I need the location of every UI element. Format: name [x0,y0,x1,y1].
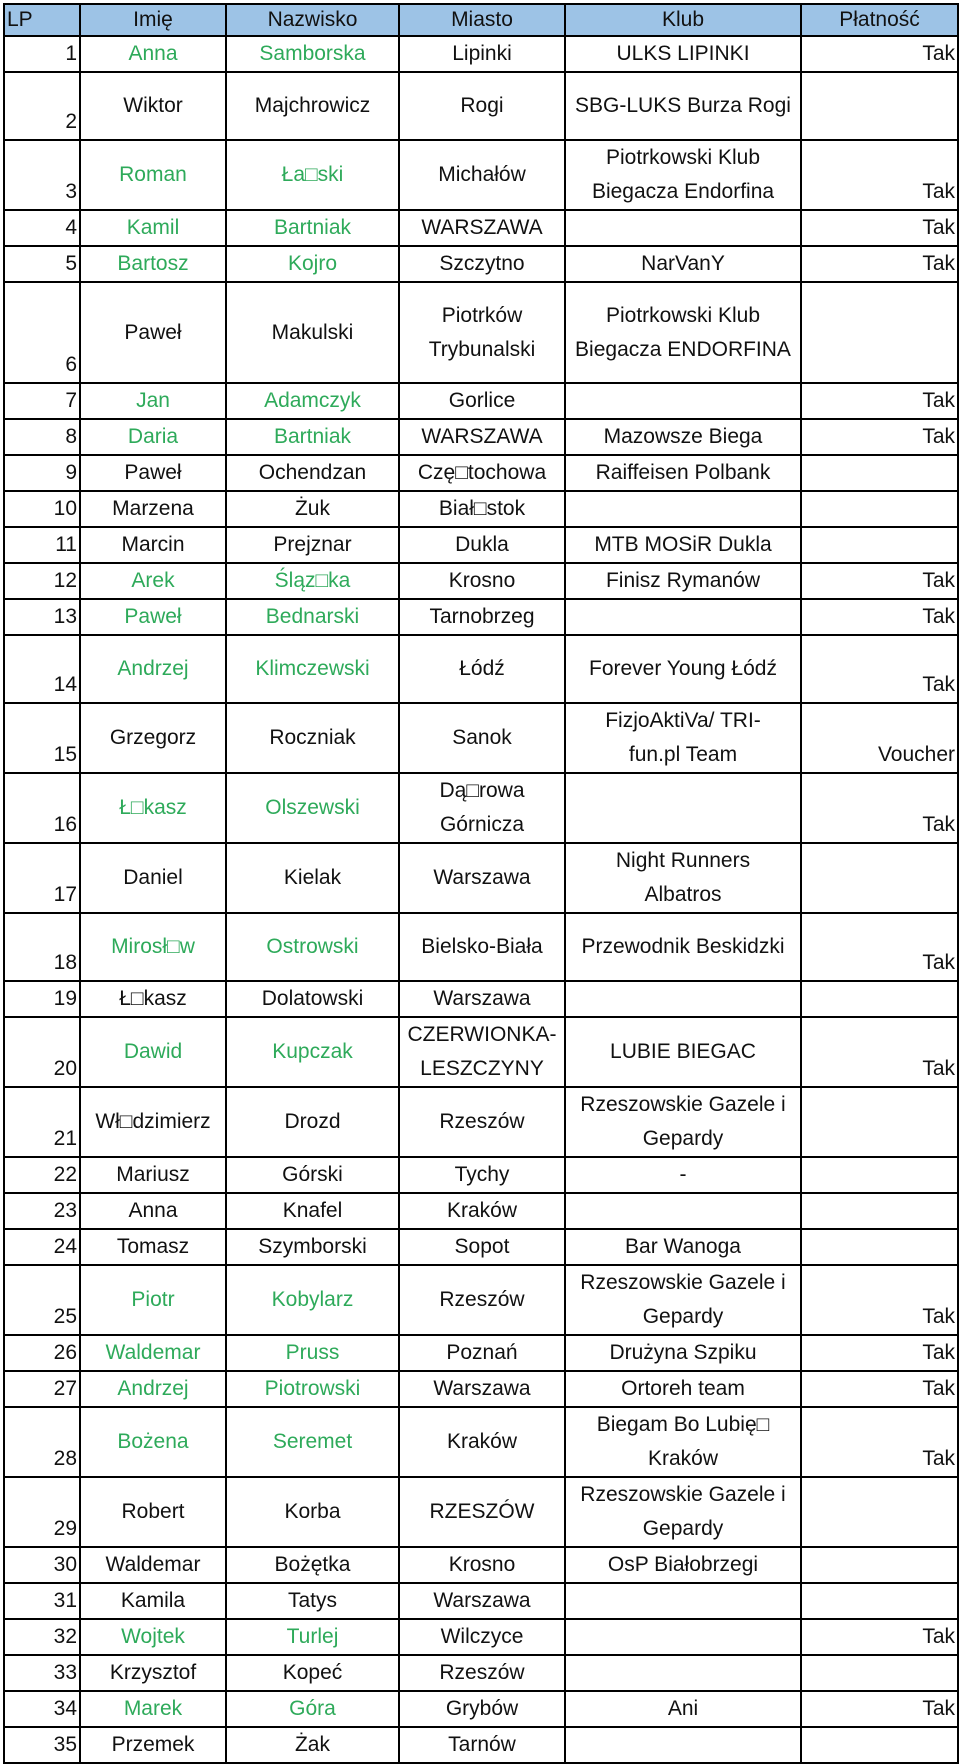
cell-last-name: Majchrowicz [226,72,399,140]
cell-club [565,1583,801,1619]
cell-payment: Tak [801,635,958,703]
cell-club [565,383,801,419]
cell-last-name: Klimczewski [226,635,399,703]
cell-city: Kraków [399,1407,565,1477]
cell-club [565,1655,801,1691]
header-payment: Płatność [801,4,958,36]
cell-last-name: Ła□ski [226,140,399,210]
cell-city: Michałów [399,140,565,210]
table-body [4,36,958,1763]
table-row [4,599,958,635]
cell-club [565,1619,801,1655]
cell-first-name: Mirosł□w [80,913,226,981]
cell-first-name: Krzysztof [80,1655,226,1691]
cell-lp: 25 [4,1265,80,1335]
cell-club: Ortoreh team [565,1371,801,1407]
cell-first-name: Jan [80,383,226,419]
table-row [4,1477,958,1547]
cell-city: CZERWIONKA- LESZCZYNY [399,1017,565,1087]
cell-last-name: Kopeć [226,1655,399,1691]
table-row [4,1229,958,1265]
cell-payment [801,1229,958,1265]
cell-lp: 30 [4,1547,80,1583]
cell-payment [801,72,958,140]
cell-club: Biegam Bo Lubię□ Kraków [565,1407,801,1477]
cell-club: - [565,1157,801,1193]
cell-lp: 6 [4,282,80,383]
cell-club: Przewodnik Beskidzki [565,913,801,981]
cell-city: Sanok [399,703,565,773]
header-club: Klub [565,4,801,36]
cell-payment: Tak [801,210,958,246]
table-row [4,563,958,599]
cell-first-name: Daniel [80,843,226,913]
cell-payment: Tak [801,383,958,419]
table-row [4,1335,958,1371]
cell-city: Tarnów [399,1727,565,1763]
cell-last-name: Seremet [226,1407,399,1477]
cell-last-name: Adamczyk [226,383,399,419]
cell-lp: 8 [4,419,80,455]
cell-club [565,981,801,1017]
cell-payment [801,843,958,913]
cell-lp: 5 [4,246,80,282]
cell-club: ULKS LIPINKI [565,36,801,72]
cell-payment [801,1193,958,1229]
cell-city: Bielsko-Biała [399,913,565,981]
cell-payment: Tak [801,36,958,72]
cell-city: Rzeszów [399,1087,565,1157]
cell-payment [801,1477,958,1547]
cell-lp: 23 [4,1193,80,1229]
table-row [4,455,958,491]
cell-first-name: Grzegorz [80,703,226,773]
cell-city: WARSZAWA [399,210,565,246]
cell-city: Tychy [399,1157,565,1193]
cell-club [565,599,801,635]
table-row [4,210,958,246]
cell-last-name: Knafel [226,1193,399,1229]
cell-club: Forever Young Łódź [565,635,801,703]
cell-club: Drużyna Szpiku [565,1335,801,1371]
table-row [4,1407,958,1477]
cell-lp: 13 [4,599,80,635]
cell-lp: 7 [4,383,80,419]
cell-first-name: Marcin [80,527,226,563]
cell-club: Rzeszowskie Gazele i Gepardy [565,1477,801,1547]
cell-payment [801,1583,958,1619]
table-row [4,1371,958,1407]
table-row [4,527,958,563]
cell-last-name: Pruss [226,1335,399,1371]
cell-city: Piotrków Trybunalski [399,282,565,383]
cell-club: Ani [565,1691,801,1727]
cell-lp: 4 [4,210,80,246]
header-last-name: Nazwisko [226,4,399,36]
cell-city: Warszawa [399,1583,565,1619]
cell-club: Rzeszowskie Gazele i Gepardy [565,1265,801,1335]
cell-city: Warszawa [399,981,565,1017]
cell-last-name: Bednarski [226,599,399,635]
cell-lp: 9 [4,455,80,491]
header-first-name: Imię [80,4,226,36]
cell-club [565,491,801,527]
cell-last-name: Kojro [226,246,399,282]
cell-city: Kraków [399,1193,565,1229]
cell-payment: Tak [801,599,958,635]
table-row [4,1193,958,1229]
cell-first-name: Arek [80,563,226,599]
cell-club: Raiffeisen Polbank [565,455,801,491]
cell-city: Poznań [399,1335,565,1371]
cell-last-name: Makulski [226,282,399,383]
cell-payment [801,491,958,527]
cell-club: Piotrkowski Klub Biegacza Endorfina [565,140,801,210]
cell-last-name: Drozd [226,1087,399,1157]
cell-first-name: Wojtek [80,1619,226,1655]
cell-last-name: Szymborski [226,1229,399,1265]
cell-lp: 32 [4,1619,80,1655]
cell-city: Biał□stok [399,491,565,527]
cell-last-name: Kobylarz [226,1265,399,1335]
cell-payment: Tak [801,563,958,599]
cell-city: Szczytno [399,246,565,282]
table-row [4,1157,958,1193]
cell-city: Wilczyce [399,1619,565,1655]
cell-lp: 12 [4,563,80,599]
table-row [4,36,958,72]
table-row [4,1017,958,1087]
table-row [4,635,958,703]
cell-payment [801,1157,958,1193]
cell-club: Finisz Rymanów [565,563,801,599]
cell-club: NarVanY [565,246,801,282]
table-row [4,1727,958,1763]
cell-payment [801,1727,958,1763]
cell-lp: 22 [4,1157,80,1193]
table-row [4,773,958,843]
cell-last-name: Bartniak [226,419,399,455]
cell-payment: Tak [801,913,958,981]
cell-last-name: Olszewski [226,773,399,843]
cell-city: Warszawa [399,1371,565,1407]
cell-last-name: Góra [226,1691,399,1727]
cell-payment [801,1655,958,1691]
cell-last-name: Dolatowski [226,981,399,1017]
cell-last-name: Żak [226,1727,399,1763]
table-row [4,1265,958,1335]
cell-lp: 34 [4,1691,80,1727]
cell-first-name: Anna [80,36,226,72]
cell-city: Gorlice [399,383,565,419]
cell-last-name: Turlej [226,1619,399,1655]
cell-first-name: Paweł [80,282,226,383]
cell-payment [801,981,958,1017]
cell-city: Rzeszów [399,1265,565,1335]
cell-first-name: Daria [80,419,226,455]
cell-first-name: Bartosz [80,246,226,282]
table-row [4,491,958,527]
table-row [4,1583,958,1619]
cell-lp: 2 [4,72,80,140]
cell-first-name: Andrzej [80,635,226,703]
cell-first-name: Mariusz [80,1157,226,1193]
cell-lp: 24 [4,1229,80,1265]
cell-city: Grybów [399,1691,565,1727]
header-city: Miasto [399,4,565,36]
cell-payment: Tak [801,1691,958,1727]
table-row [4,981,958,1017]
cell-last-name: Samborska [226,36,399,72]
cell-payment: Tak [801,1017,958,1087]
cell-city: Tarnobrzeg [399,599,565,635]
cell-club [565,210,801,246]
cell-lp: 31 [4,1583,80,1619]
cell-lp: 20 [4,1017,80,1087]
cell-club: Mazowsze Biega [565,419,801,455]
cell-club: Bar Wanoga [565,1229,801,1265]
cell-club [565,773,801,843]
cell-first-name: Ł□kasz [80,981,226,1017]
cell-lp: 16 [4,773,80,843]
table-row [4,1619,958,1655]
cell-lp: 14 [4,635,80,703]
cell-city: Dą□rowa Górnicza [399,773,565,843]
table-row [4,419,958,455]
cell-first-name: Przemek [80,1727,226,1763]
cell-first-name: Robert [80,1477,226,1547]
cell-first-name: Waldemar [80,1335,226,1371]
cell-first-name: Waldemar [80,1547,226,1583]
cell-city: RZESZÓW [399,1477,565,1547]
cell-lp: 26 [4,1335,80,1371]
cell-club: OsP Białobrzegi [565,1547,801,1583]
cell-first-name: Dawid [80,1017,226,1087]
cell-club: LUBIE BIEGAC [565,1017,801,1087]
cell-lp: 35 [4,1727,80,1763]
cell-city: Sopot [399,1229,565,1265]
cell-first-name: Anna [80,1193,226,1229]
cell-payment: Tak [801,1335,958,1371]
cell-city: Dukla [399,527,565,563]
cell-payment: Tak [801,246,958,282]
cell-payment [801,527,958,563]
cell-first-name: Tomasz [80,1229,226,1265]
cell-payment: Tak [801,1265,958,1335]
cell-lp: 17 [4,843,80,913]
cell-lp: 28 [4,1407,80,1477]
table-row [4,913,958,981]
cell-last-name: Ochendzan [226,455,399,491]
header-row [4,4,958,36]
cell-payment: Tak [801,140,958,210]
cell-lp: 18 [4,913,80,981]
cell-lp: 33 [4,1655,80,1691]
table-row [4,72,958,140]
cell-payment: Tak [801,773,958,843]
cell-lp: 3 [4,140,80,210]
cell-payment [801,1087,958,1157]
cell-club [565,1727,801,1763]
cell-lp: 19 [4,981,80,1017]
cell-last-name: Piotrowski [226,1371,399,1407]
cell-club: MTB MOSiR Dukla [565,527,801,563]
participants-table [3,3,959,1764]
cell-last-name: Żuk [226,491,399,527]
cell-lp: 27 [4,1371,80,1407]
table-row [4,282,958,383]
cell-club [565,1193,801,1229]
cell-lp: 15 [4,703,80,773]
cell-first-name: Marzena [80,491,226,527]
cell-first-name: Kamil [80,210,226,246]
cell-club: Rzeszowskie Gazele i Gepardy [565,1087,801,1157]
cell-club: Piotrkowski Klub Biegacza ENDORFINA [565,282,801,383]
table-row [4,703,958,773]
cell-first-name: Wł□dzimierz [80,1087,226,1157]
cell-last-name: Ostrowski [226,913,399,981]
cell-payment [801,282,958,383]
cell-last-name: Prejznar [226,527,399,563]
cell-lp: 29 [4,1477,80,1547]
cell-city: Lipinki [399,36,565,72]
cell-first-name: Kamila [80,1583,226,1619]
cell-first-name: Bożena [80,1407,226,1477]
table-row [4,246,958,282]
cell-payment [801,1547,958,1583]
cell-lp: 10 [4,491,80,527]
cell-last-name: Bożętka [226,1547,399,1583]
cell-club: SBG-LUKS Burza Rogi [565,72,801,140]
cell-club: Night Runners Albatros [565,843,801,913]
cell-first-name: Andrzej [80,1371,226,1407]
cell-city: Łódź [399,635,565,703]
cell-city: WARSZAWA [399,419,565,455]
cell-last-name: Roczniak [226,703,399,773]
cell-last-name: Korba [226,1477,399,1547]
cell-payment [801,455,958,491]
cell-first-name: Ł□kasz [80,773,226,843]
table-row [4,1655,958,1691]
cell-first-name: Wiktor [80,72,226,140]
cell-payment: Voucher [801,703,958,773]
cell-last-name: Śląz□ka [226,563,399,599]
table-row [4,383,958,419]
cell-city: Czę□tochowa [399,455,565,491]
cell-last-name: Górski [226,1157,399,1193]
table-row [4,1547,958,1583]
cell-payment: Tak [801,419,958,455]
cell-city: Krosno [399,563,565,599]
cell-lp: 11 [4,527,80,563]
cell-last-name: Bartniak [226,210,399,246]
cell-city: Rogi [399,72,565,140]
cell-payment: Tak [801,1371,958,1407]
cell-last-name: Kielak [226,843,399,913]
cell-lp: 21 [4,1087,80,1157]
table-row [4,1691,958,1727]
cell-last-name: Kupczak [226,1017,399,1087]
cell-club: FizjoAktiVa/ TRI- fun.pl Team [565,703,801,773]
cell-city: Warszawa [399,843,565,913]
cell-first-name: Roman [80,140,226,210]
header-lp: LP [4,4,80,36]
table-row [4,843,958,913]
cell-city: Krosno [399,1547,565,1583]
cell-payment: Tak [801,1619,958,1655]
cell-first-name: Piotr [80,1265,226,1335]
cell-lp: 1 [4,36,80,72]
cell-first-name: Marek [80,1691,226,1727]
cell-payment: Tak [801,1407,958,1477]
table-row [4,1087,958,1157]
cell-first-name: Paweł [80,455,226,491]
cell-last-name: Tatys [226,1583,399,1619]
cell-first-name: Paweł [80,599,226,635]
table-row [4,140,958,210]
cell-city: Rzeszów [399,1655,565,1691]
